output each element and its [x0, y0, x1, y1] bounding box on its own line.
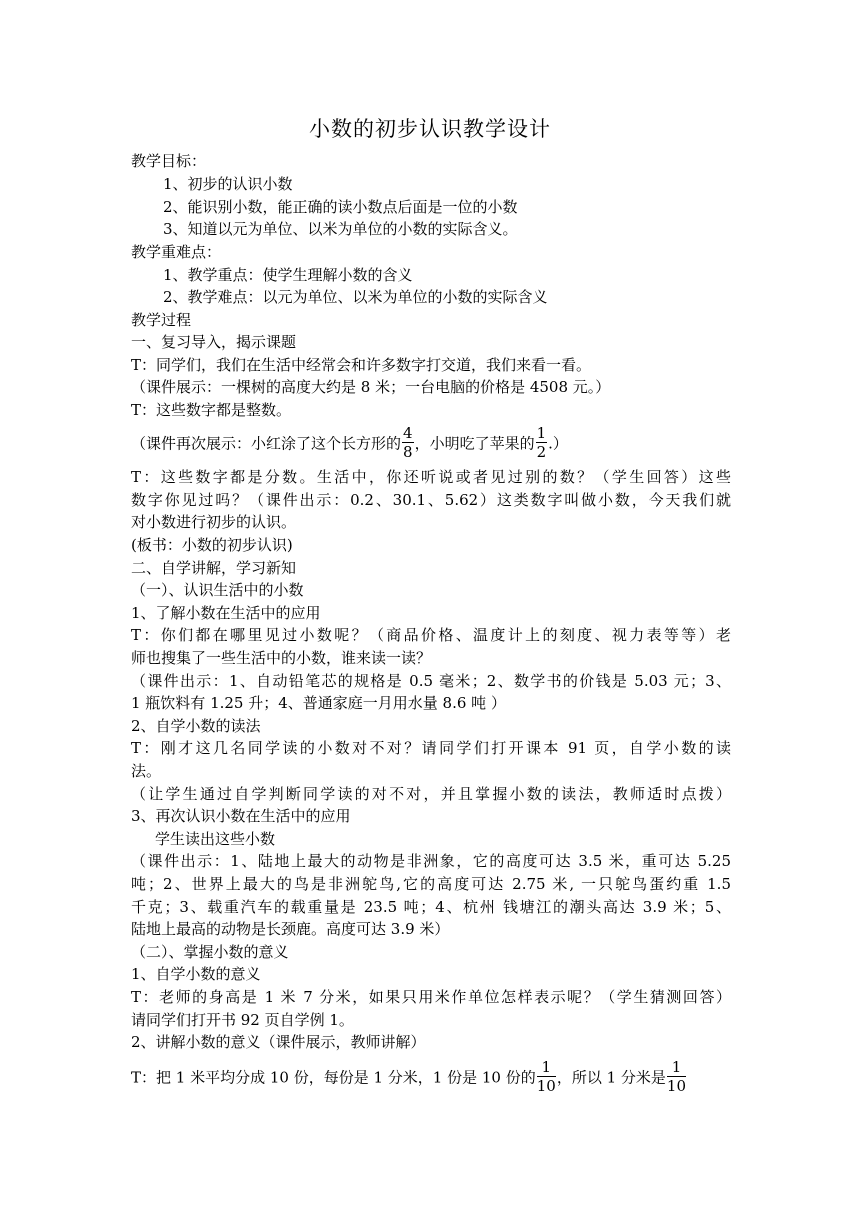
fraction-numerator: 1: [537, 1058, 556, 1077]
paragraph-line: （课件出示：1、自动铅笔芯的规格是 0.5 毫米；2、数学书的价钱是 5.03 元；3、: [131, 672, 731, 690]
paragraph-line: 千克；3、载重汽车的载重量是 23.5 吨；4、杭州 钱塘江的潮头高达 3.9 米；5、: [131, 898, 731, 916]
paragraph-line: 吨；2、世界上最大的鸟是非洲鸵鸟,它的高度可达 2.75 米, 一只鸵鸟蛋约重 1.5: [131, 875, 731, 893]
section-2-heading: 二、自学讲解，学习新知: [131, 559, 297, 577]
paragraph-line: （课件展示：一棵树的高度大约是 8 米；一台电脑的价格是 4508 元。）: [131, 378, 611, 396]
fraction-denominator: 10: [666, 1077, 687, 1095]
fraction-one-tenth: [667, 1058, 686, 1095]
subsection-heading: （二）、掌握小数的意义: [131, 943, 289, 961]
goal-item-3: 3、知道以元为单位、以米为单位的小数的实际含义。: [163, 220, 518, 238]
key-point-2: 2、教学难点：以元为单位、以米为单位的小数的实际含义: [163, 288, 548, 306]
paragraph-line: T：刚才这几名同学读的小数对不对？请同学们打开课本 91 页，自学小数的读: [131, 739, 731, 757]
text-run: ，小明吃了苹果的: [414, 434, 535, 453]
goal-item-2: 2、能识别小数，能正确的读小数点后面是一位的小数: [163, 198, 518, 216]
fraction-one-half: [536, 424, 548, 461]
paragraph-line: T：老师的身高是 1 米 7 分米，如果只用米作单位怎样表示呢？（学生猜测回答）: [131, 988, 731, 1006]
paragraph-line: （课件出示：1、陆地上最大的动物是非洲象，它的高度可达 3.5 米，重可达 5.25: [131, 852, 731, 870]
step-heading: 3、再次认识小数在生活中的应用: [131, 807, 351, 825]
paragraph-line: T：这些数字都是分数。生活中，你还听说或者见过别的数？（学生回答）这些: [131, 468, 731, 486]
document-title: 小数的初步认识教学设计: [309, 117, 551, 141]
step-heading: 2、讲解小数的意义（课件展示，教师讲解）: [131, 1033, 426, 1051]
fraction-line-1: [131, 426, 731, 463]
fraction-four-eighths: [402, 424, 414, 461]
text-run: .）: [548, 434, 568, 453]
goal-item-1: 1、初步的认识小数: [163, 175, 293, 193]
fraction-denominator: 8: [403, 443, 413, 461]
step-heading: 1、自学小数的意义: [131, 965, 261, 983]
paragraph-line: 陆地上最高的动物是长颈鹿。高度可达 3.9 米）: [131, 920, 450, 938]
heading-key-points: 教学重难点：: [131, 243, 222, 261]
heading-teaching-goals: 教学目标：: [131, 152, 207, 170]
fraction-denominator: 10: [536, 1077, 556, 1095]
text-run: T：把 1 米平均分成 10 份，每份是 1 分米，1 份是 10 份的: [131, 1068, 536, 1087]
key-point-1: 1、教学重点：使学生理解小数的含义: [163, 266, 413, 284]
fraction-numerator: 4: [403, 424, 413, 442]
fraction-line-2: [131, 1060, 731, 1097]
paragraph-line: T：这些数字都是整数。: [131, 401, 292, 419]
paragraph-line: 学生读出这些小数: [155, 830, 276, 848]
text-run: ，所以 1 分米是: [556, 1068, 666, 1087]
paragraph-line: 1 瓶饮料有 1.25 升；4、普通家庭一月用水量 8.6 吨 ）: [131, 694, 506, 712]
paragraph-line: T：同学们，我们在生活中经常会和许多数字打交道，我们来看一看。: [131, 356, 592, 374]
fraction-numerator: 1: [667, 1058, 686, 1077]
heading-process: 教学过程: [131, 311, 192, 329]
paragraph-line: 法。: [131, 762, 162, 780]
text-run: （课件再次展示：小红涂了这个长方形的: [131, 434, 402, 453]
fraction-numerator: 1: [536, 424, 547, 442]
fraction-denominator: 2: [536, 443, 547, 461]
paragraph-line: 师也搜集了一些生活中的小数，谁来读一读？: [131, 649, 432, 667]
paragraph-line: 请同学们打开书 92 页自学例 1。: [131, 1011, 354, 1029]
paragraph-line: T：你们都在哪里见过小数呢？（商品价格、温度计上的刻度、视力表等等）老: [131, 626, 731, 644]
step-heading: 1、了解小数在生活中的应用: [131, 604, 321, 622]
subsection-heading: （一）、认识生活中的小数: [131, 581, 304, 599]
paragraph-line: 数字你见过吗？（课件出示：0.2、30.1、5.62）这类数字叫做小数，今天我们就: [131, 491, 731, 509]
paragraph-line: 对小数进行初步的认识。: [131, 513, 297, 531]
section-1-heading: 一、复习导入，揭示课题: [131, 333, 297, 351]
board-writing: (板书：小数的初步认识): [131, 536, 293, 554]
paragraph-line: （让学生通过自学判断同学读的对不对，并且掌握小数的读法，教师适时点拨）: [131, 785, 731, 803]
fraction-one-tenth: [537, 1058, 556, 1095]
step-heading: 2、自学小数的读法: [131, 717, 261, 735]
